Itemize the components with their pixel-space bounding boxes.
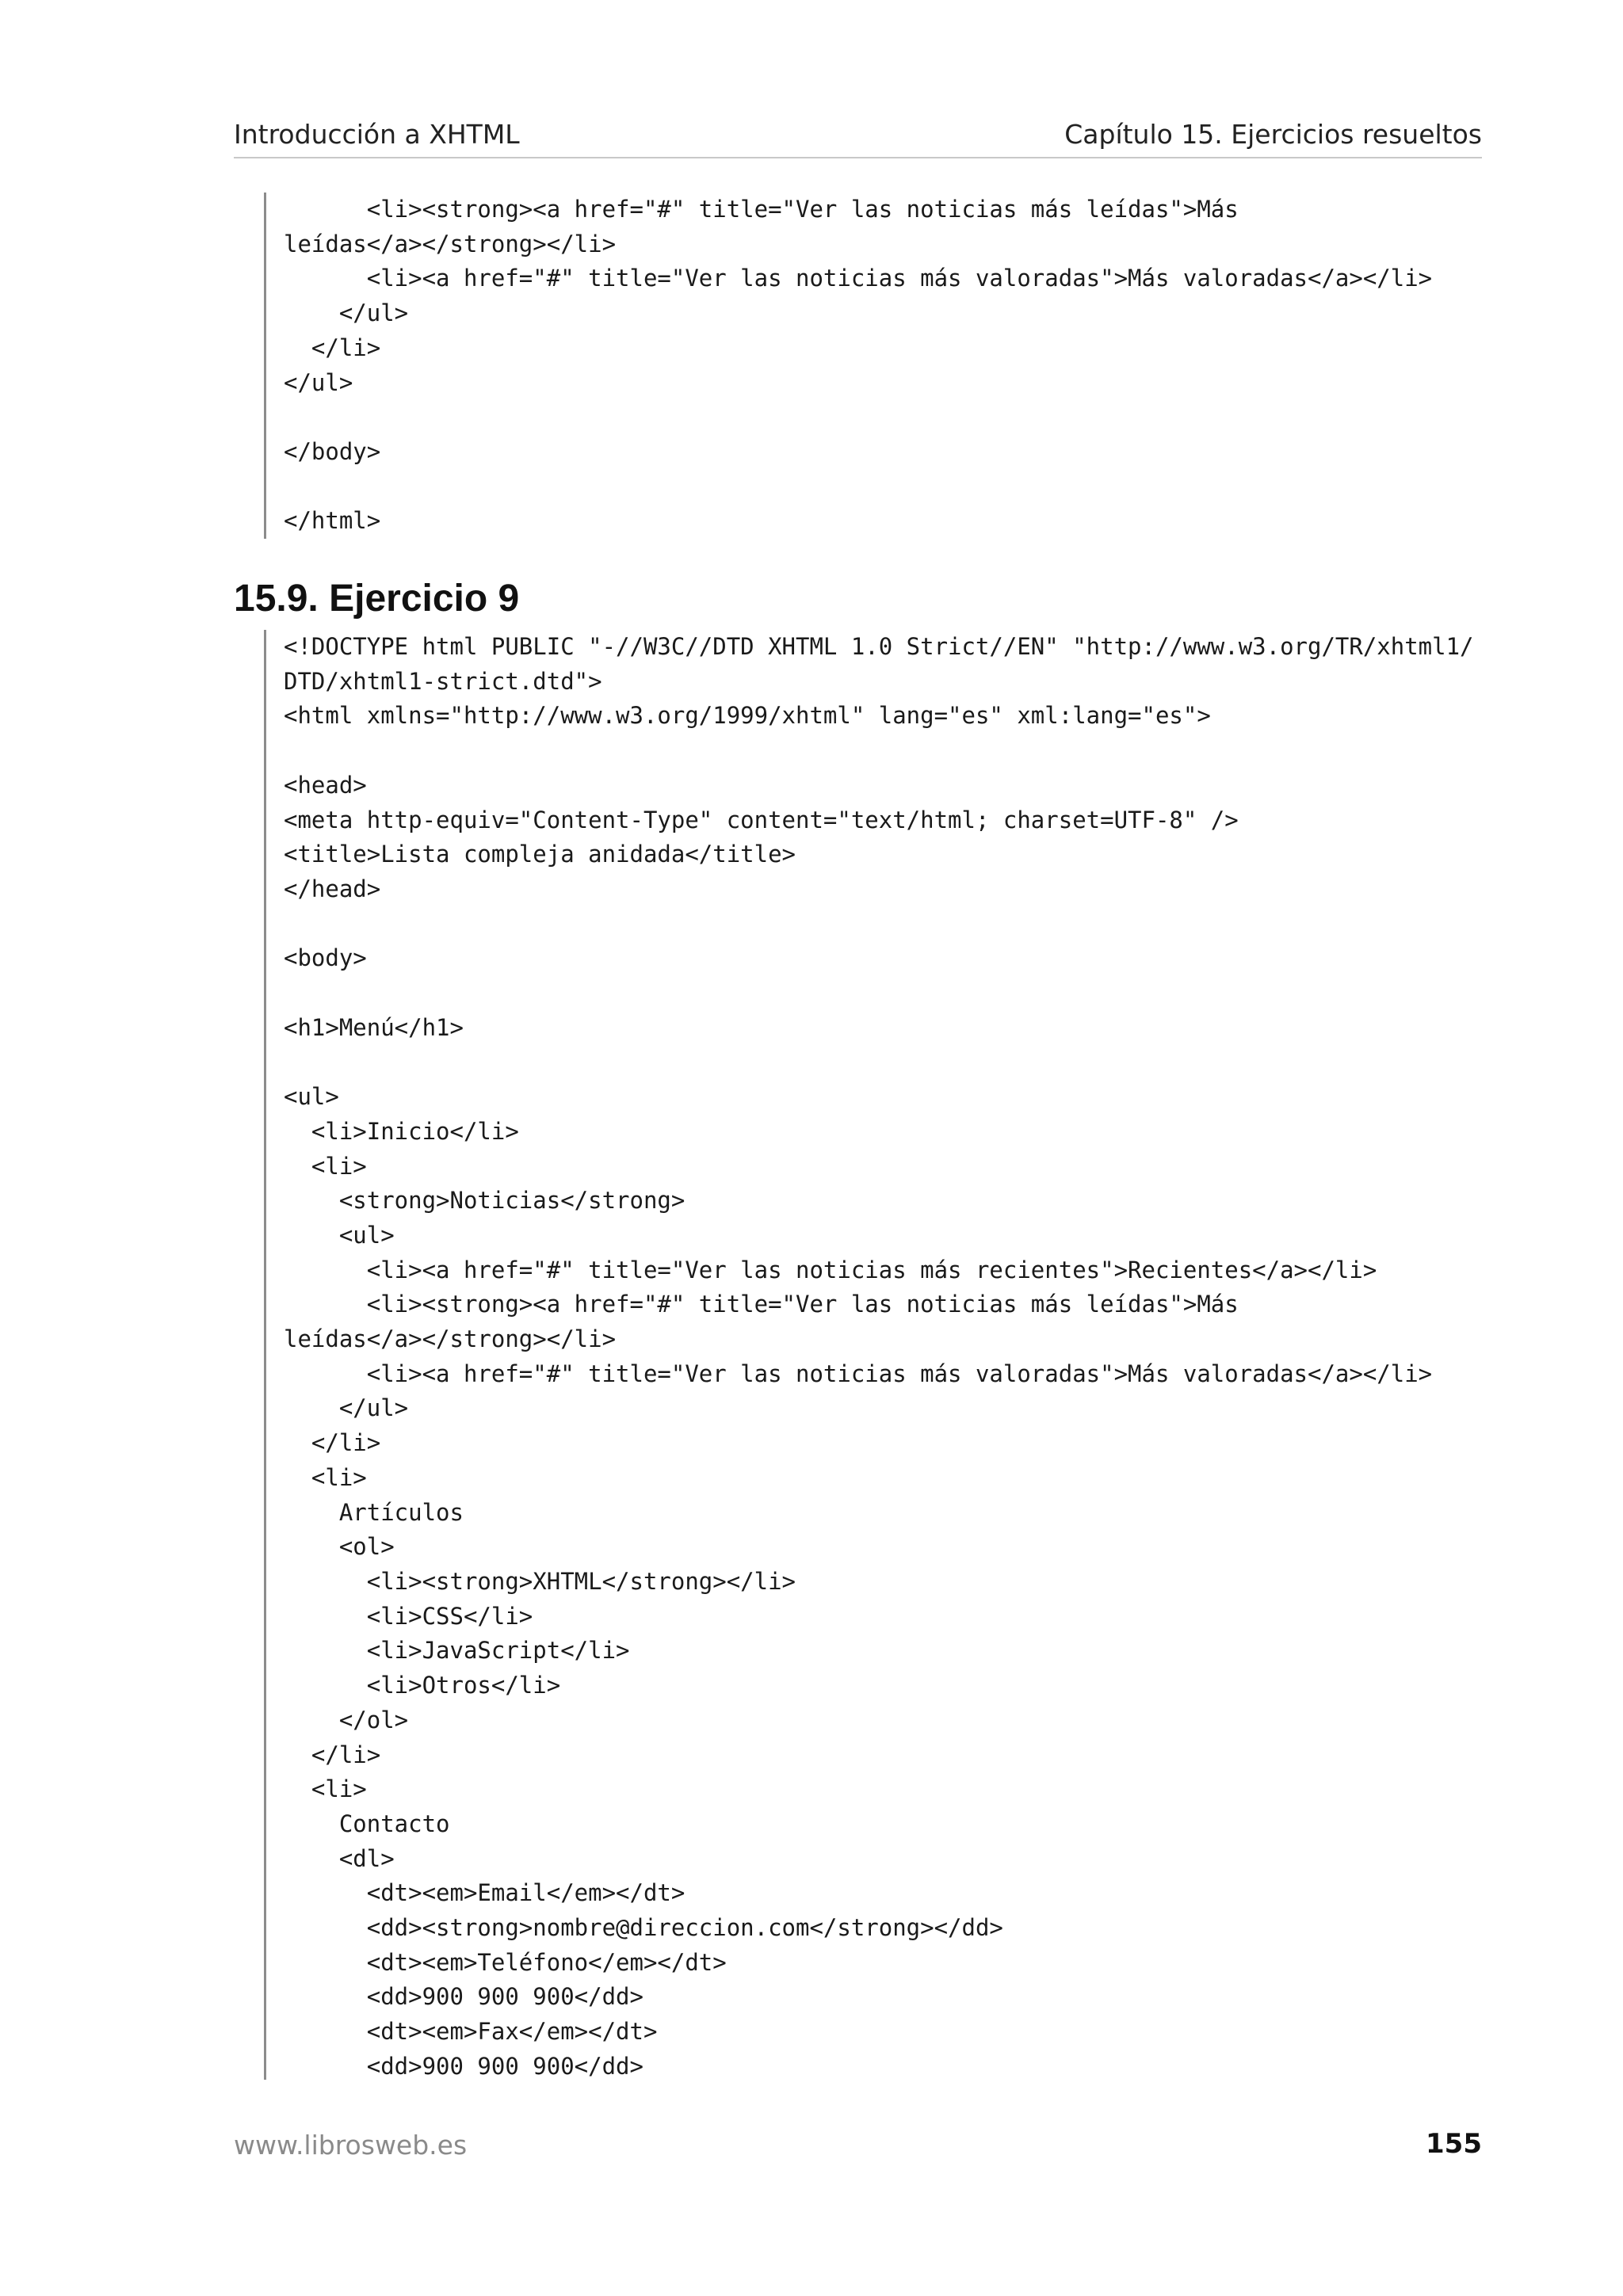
book-title: Introducción a XHTML bbox=[234, 119, 520, 150]
footer-url: www.librosweb.es bbox=[234, 2130, 468, 2161]
page-header bbox=[234, 117, 1482, 158]
page-number: 155 bbox=[1426, 2128, 1482, 2160]
code-block-exercise-9: <!DOCTYPE html PUBLIC "-//W3C//DTD XHTML 1.0 Strict//EN" "http://www.w3.org/TR/xhtml1/ DTD/xhtml1-strict.dtd"> <html xmlns="http://www.w3.org/1999/xhtml" lang="es" xml:lang="es"> <head> <meta http-equiv="Content-Type" content="text/html; charset=UTF-8" /> <title>Lista compleja anidada</title> </head> <body> <h1>Menú</h1> <ul> <li>Inicio</li> <li> <strong>Noticias</strong> <ul> <li><a href="#" title="Ver las noticias más recientes">Recientes</a></li> <li><strong><a href="#" title="Ver las noticias más leídas">Más leídas</a></strong></li> <li><a href="#" title="Ver las noticias más valoradas">Más valoradas</a></li> </ul> </li> <li> Artículos <ol> <li><strong>XHTML</strong></li> <li>CSS</li> <li>JavaScript</li> <li>Otros</li> </ol> </li> <li> Contacto <dl> <dt><em>Email</em></dt> <dd><strong>nombre@direccion.com</strong></dd> <dt><em>Teléfono</em></dt> <dd>900 900 900</dd> <dt><em>Fax</em></dt> <dd>900 900 900</dd> bbox=[264, 630, 1474, 2080]
section-heading: 15.9. Ejercicio 9 bbox=[234, 578, 520, 620]
code-block-continuation: <li><strong><a href="#" title="Ver las noticias más leídas">Más leídas</a></strong></li> <li><a href="#" title="Ver las noticias más valoradas">Más valoradas</a></li> </ul> </li> </ul> </body> </html> bbox=[264, 193, 1432, 539]
chapter-title: Capítulo 15. Ejercicios resueltos bbox=[1064, 119, 1482, 150]
